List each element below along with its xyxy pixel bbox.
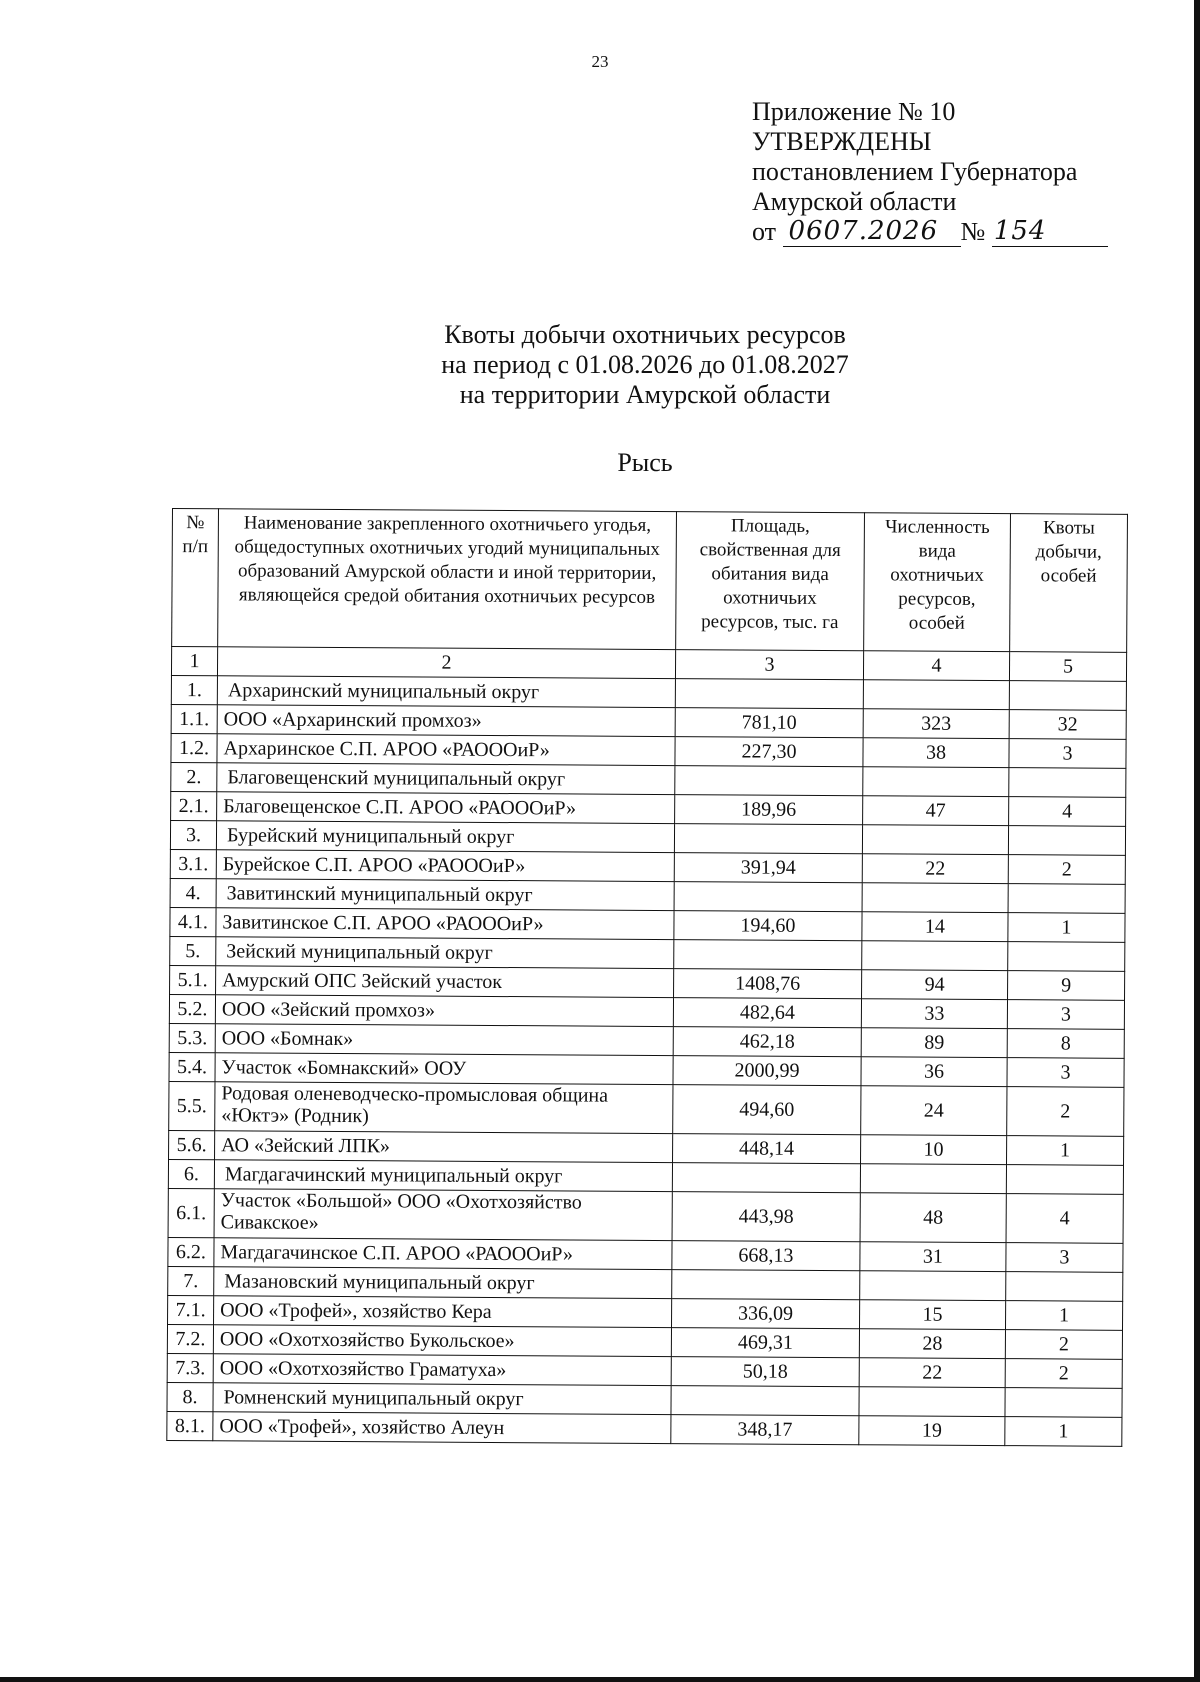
row-number: 5.3. bbox=[169, 1023, 215, 1052]
number-underline bbox=[992, 216, 1108, 247]
region-label: Амурской области bbox=[752, 187, 957, 216]
row-area: 443,98 bbox=[672, 1192, 860, 1242]
row-area bbox=[674, 824, 862, 854]
row-count: 15 bbox=[859, 1300, 1005, 1330]
row-count: 31 bbox=[860, 1242, 1006, 1272]
quota-table bbox=[166, 508, 1128, 1447]
row-number: 3.1. bbox=[170, 849, 216, 878]
row-number: 1.1. bbox=[171, 704, 217, 733]
row-name: ООО «Бомнак» bbox=[215, 1024, 673, 1056]
row-name: АО «Зейский ЛПК» bbox=[215, 1131, 673, 1163]
header-quota: Квоты добычи, особей bbox=[1010, 514, 1128, 653]
row-name: ООО «Архаринский промхоз» bbox=[217, 705, 675, 737]
row-name: ООО «Трофей», хозяйство Кера bbox=[214, 1296, 672, 1328]
row-count bbox=[860, 1271, 1006, 1301]
row-number: 5. bbox=[170, 936, 216, 965]
from-label: от bbox=[752, 217, 777, 246]
column-index: 4 bbox=[863, 651, 1009, 681]
row-number: 1.2. bbox=[171, 733, 217, 762]
row-number: 5.4. bbox=[169, 1052, 215, 1081]
row-name: Мазановский муниципальный округ bbox=[214, 1267, 672, 1299]
row-name: Зейский муниципальный округ bbox=[216, 937, 674, 969]
row-name: Благовещенский муниципальный округ bbox=[217, 763, 675, 795]
appendix-label: Приложение № 10 bbox=[752, 97, 956, 126]
row-name: Архаринский муниципальный округ bbox=[217, 676, 675, 708]
row-number: 8. bbox=[167, 1382, 213, 1411]
row-number: 8.1. bbox=[167, 1411, 213, 1440]
row-number: 7.3. bbox=[167, 1353, 213, 1382]
document-title bbox=[0, 320, 1200, 410]
row-quota: 3 bbox=[1007, 1000, 1124, 1030]
resolution-label: постановлением Губернатора bbox=[752, 157, 1078, 186]
page-number: 23 bbox=[591, 52, 609, 71]
column-index: 3 bbox=[675, 650, 863, 680]
row-count: 38 bbox=[863, 738, 1009, 768]
row-area: 482,64 bbox=[673, 998, 861, 1028]
row-count: 22 bbox=[862, 854, 1008, 884]
row-quota: 4 bbox=[1006, 1194, 1123, 1244]
row-area: 227,30 bbox=[675, 737, 863, 767]
row-quota: 1 bbox=[1005, 1301, 1122, 1331]
row-quota: 8 bbox=[1007, 1029, 1124, 1059]
row-quota bbox=[1008, 826, 1125, 856]
row-area bbox=[674, 940, 862, 970]
table-row bbox=[168, 1188, 1123, 1243]
row-name: Амурский ОПС Зейский участок bbox=[216, 966, 674, 998]
row-count: 10 bbox=[861, 1135, 1007, 1165]
row-name: Бурейский муниципальный округ bbox=[216, 821, 674, 853]
row-name: Магдагачинское С.П. АРОО «РАОООиР» bbox=[214, 1238, 672, 1270]
column-index: 2 bbox=[217, 647, 675, 679]
date-number-line bbox=[752, 217, 1108, 249]
row-count: 22 bbox=[859, 1358, 1005, 1388]
row-quota bbox=[1009, 681, 1126, 711]
scan-edge-right bbox=[1194, 0, 1200, 1682]
quota-table-body bbox=[167, 675, 1127, 1446]
row-area: 448,14 bbox=[673, 1134, 861, 1164]
row-quota: 1 bbox=[1005, 1417, 1122, 1447]
row-number: 5.6. bbox=[169, 1130, 215, 1159]
number-label: № bbox=[960, 217, 986, 246]
row-name: ООО «Зейский промхоз» bbox=[215, 995, 673, 1027]
row-name: Завитинское С.П. АРОО «РАОООиР» bbox=[216, 908, 674, 940]
row-quota: 3 bbox=[1009, 739, 1126, 769]
row-quota bbox=[1008, 884, 1125, 914]
date-underline bbox=[783, 216, 961, 247]
row-quota bbox=[1006, 1272, 1123, 1302]
row-number: 6.2. bbox=[168, 1237, 214, 1266]
row-number: 7. bbox=[168, 1266, 214, 1295]
row-area bbox=[672, 1270, 860, 1300]
row-quota bbox=[1005, 1388, 1122, 1418]
row-area: 462,18 bbox=[673, 1027, 861, 1057]
row-area: 1408,76 bbox=[674, 969, 862, 999]
row-name: Архаринское С.П. АРОО «РАОООиР» bbox=[217, 734, 675, 766]
row-area: 781,10 bbox=[675, 708, 863, 738]
row-number: 5.1. bbox=[170, 965, 216, 994]
table-row bbox=[167, 1411, 1122, 1446]
species-heading: Рысь bbox=[617, 448, 673, 477]
row-number: 4. bbox=[170, 878, 216, 907]
row-count bbox=[859, 1387, 1005, 1417]
handwritten-number: 154 bbox=[993, 216, 1047, 246]
row-quota: 32 bbox=[1009, 710, 1126, 740]
column-index: 1 bbox=[171, 647, 217, 676]
row-number: 6.1. bbox=[168, 1188, 214, 1237]
table-row bbox=[169, 1081, 1124, 1136]
row-area: 336,09 bbox=[672, 1299, 860, 1329]
row-area: 2000,99 bbox=[673, 1056, 861, 1086]
row-area: 50,18 bbox=[671, 1357, 859, 1387]
row-count: 48 bbox=[860, 1193, 1006, 1243]
handwritten-date: 0607.2026 bbox=[788, 216, 939, 246]
row-number: 1. bbox=[171, 675, 217, 704]
row-name: Завитинский муниципальный округ bbox=[216, 879, 674, 911]
row-quota: 3 bbox=[1006, 1243, 1123, 1273]
row-count bbox=[862, 825, 1008, 855]
row-quota: 1 bbox=[1007, 1136, 1124, 1166]
row-area bbox=[671, 1386, 859, 1416]
row-area: 668,13 bbox=[672, 1241, 860, 1271]
row-quota: 2 bbox=[1005, 1359, 1122, 1389]
header-count: Численность вида охотничьих ресурсов, особей bbox=[864, 513, 1011, 652]
approval-block bbox=[752, 97, 1108, 249]
row-quota bbox=[1006, 1165, 1123, 1195]
row-name: ООО «Охотхозяйство Букольское» bbox=[213, 1325, 671, 1357]
row-count: 19 bbox=[859, 1416, 1005, 1446]
row-number: 6. bbox=[168, 1159, 214, 1188]
row-name: Участок «Большой» ООО «Охотхозяйство Сивакское» bbox=[214, 1189, 672, 1241]
row-name: Магдагачинский муниципальный округ bbox=[214, 1160, 672, 1192]
column-index: 5 bbox=[1009, 652, 1126, 682]
row-count: 24 bbox=[861, 1086, 1007, 1136]
row-number: 5.5. bbox=[169, 1081, 215, 1130]
row-quota: 4 bbox=[1009, 797, 1126, 827]
row-area bbox=[672, 1163, 860, 1193]
row-number: 2. bbox=[171, 762, 217, 791]
header-name: Наименование закрепленного охотничьего угодья, общедоступных охотничьих угодий муниципальных образований Амурской области и иной территории, являющейся средой обитания охотничьих ресурсов bbox=[218, 509, 677, 650]
row-quota bbox=[1008, 942, 1125, 972]
row-area: 194,60 bbox=[674, 911, 862, 941]
row-quota: 2 bbox=[1005, 1330, 1122, 1360]
row-name: Ромненский муниципальный округ bbox=[213, 1383, 671, 1415]
row-name: ООО «Охотхозяйство Граматуха» bbox=[213, 1354, 671, 1386]
title-line-3: на территории Амурской области bbox=[459, 380, 831, 409]
table-header-row bbox=[172, 509, 1128, 653]
row-number: 2.1. bbox=[171, 791, 217, 820]
row-number: 3. bbox=[170, 820, 216, 849]
row-quota: 9 bbox=[1008, 971, 1125, 1001]
row-area bbox=[674, 882, 862, 912]
row-count bbox=[863, 767, 1009, 797]
row-count: 14 bbox=[862, 912, 1008, 942]
row-count: 36 bbox=[861, 1057, 1007, 1087]
row-name: Родовая оленеводческо-промысловая община «Юктэ» (Родник) bbox=[215, 1082, 673, 1134]
title-line-1: Квоты добычи охотничьих ресурсов bbox=[444, 320, 846, 349]
row-name: Благовещенское С.П. АРОО «РАОООиР» bbox=[217, 792, 675, 824]
row-area: 494,60 bbox=[673, 1085, 861, 1135]
row-count bbox=[862, 941, 1008, 971]
row-count bbox=[862, 883, 1008, 913]
row-quota: 2 bbox=[1007, 1087, 1124, 1137]
header-area: Площадь, свойственная для обитания вида охотничьих ресурсов, тыс. га bbox=[676, 512, 865, 651]
title-line-2: на период с 01.08.2026 до 01.08.2027 bbox=[441, 350, 849, 379]
header-number: № п/п bbox=[172, 509, 219, 647]
row-area bbox=[675, 766, 863, 796]
row-name: Бурейское С.П. АРОО «РАОООиР» bbox=[216, 850, 674, 882]
row-count: 89 bbox=[861, 1028, 1007, 1058]
approved-label: УТВЕРЖДЕНЫ bbox=[752, 127, 932, 156]
row-quota: 1 bbox=[1008, 913, 1125, 943]
row-quota: 2 bbox=[1008, 855, 1125, 885]
row-number: 5.2. bbox=[169, 994, 215, 1023]
row-number: 4.1. bbox=[170, 907, 216, 936]
row-count bbox=[863, 680, 1009, 710]
row-count: 33 bbox=[861, 999, 1007, 1029]
row-count: 28 bbox=[859, 1329, 1005, 1359]
row-count: 94 bbox=[862, 970, 1008, 1000]
row-number: 7.2. bbox=[167, 1324, 213, 1353]
row-area: 391,94 bbox=[674, 853, 862, 883]
row-quota bbox=[1009, 768, 1126, 798]
row-name: ООО «Трофей», хозяйство Алеун bbox=[213, 1412, 671, 1444]
row-count bbox=[860, 1164, 1006, 1194]
row-count: 47 bbox=[863, 796, 1009, 826]
row-quota: 3 bbox=[1007, 1058, 1124, 1088]
row-area: 348,17 bbox=[671, 1415, 859, 1445]
row-name: Участок «Бомнакский» ООУ bbox=[215, 1053, 673, 1085]
row-area: 189,96 bbox=[675, 795, 863, 825]
row-area: 469,31 bbox=[671, 1328, 859, 1358]
row-count: 323 bbox=[863, 709, 1009, 739]
row-number: 7.1. bbox=[168, 1295, 214, 1324]
row-area bbox=[675, 679, 863, 709]
scan-edge-bottom bbox=[0, 1677, 1200, 1682]
